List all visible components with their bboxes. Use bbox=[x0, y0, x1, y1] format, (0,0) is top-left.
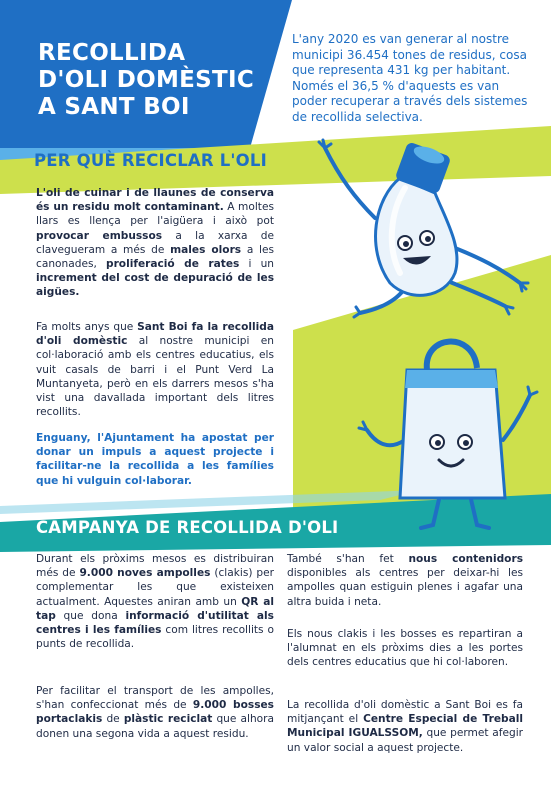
title-line-1: RECOLLIDA bbox=[38, 40, 186, 66]
section2-title: CAMPANYA DE RECOLLIDA D'OLI bbox=[36, 518, 339, 537]
bottle-mascot-icon bbox=[305, 138, 545, 323]
text-run: A moltes llars es llença per l'aigüera i això pot bbox=[36, 201, 274, 228]
bold-text-run: nous contenidors bbox=[408, 553, 523, 565]
title-line-2: D'OLI DOMÈSTIC bbox=[38, 67, 255, 93]
section2-right-paragraph-2 bbox=[287, 627, 523, 670]
text-run: com litres recollits o punts de recollida. bbox=[36, 624, 274, 651]
title-line-3: A SANT BOI bbox=[38, 94, 190, 120]
text-run: Els nous clakis i les bosses es repartiran a l'alumnat en els pròxims dies a les portes dels centres educatius que hi col·laboren. bbox=[287, 628, 523, 669]
bold-text-run: QR al tap bbox=[36, 595, 274, 622]
section2-left-paragraph-2 bbox=[36, 684, 274, 741]
section2-left-paragraph-1 bbox=[36, 552, 274, 651]
section2-right-paragraph-3 bbox=[287, 698, 523, 755]
bold-text-run: provocar embussos bbox=[36, 229, 163, 242]
section1-paragraph-2 bbox=[36, 320, 274, 419]
text-run: També s'han fet bbox=[287, 553, 409, 565]
intro-text: L'any 2020 es van generar al nostre municipi 36.454 tones de residus, cosa que representa 431 kg per habitant. Només el 36,5 % d'aquests es van poder recuperar a través dels sistemes de recollida selectiva. bbox=[292, 32, 528, 124]
section2-right-paragraph-1 bbox=[287, 552, 523, 609]
text-run: a la xarxa de clavegueram a més de bbox=[36, 229, 274, 256]
page-title bbox=[38, 40, 268, 121]
text-run: que permet afegir un valor social a aquest projecte. bbox=[287, 727, 524, 754]
section1-paragraph-1 bbox=[36, 186, 274, 300]
bold-text-run: informació d'utilitat als centres i les famílies bbox=[36, 609, 274, 637]
text-run: i un bbox=[239, 258, 275, 271]
bold-text-run: Centre Especial de Treball Municipal IGUALSSOM, bbox=[287, 713, 523, 740]
bold-text-run: L'oli de cuinar i de llaunes de conserva és un residu molt contaminant. bbox=[36, 187, 274, 214]
text-run: que alhora donen una segona vida a aquest residu. bbox=[36, 713, 275, 740]
bag-mascot-icon bbox=[355, 330, 545, 540]
bold-text-run: 9.000 noves ampolles bbox=[79, 567, 211, 580]
bold-text-run: plàstic reciclat bbox=[123, 713, 213, 726]
text-run: disponibles als centres per deixar-hi les ampolles quan estiguin plenes i agafar una altra buida i neta. bbox=[287, 567, 523, 608]
text-run: Fa molts anys que bbox=[36, 321, 138, 333]
text-run: que dona bbox=[55, 609, 126, 622]
bold-text-run: males olors bbox=[170, 243, 242, 256]
bold-text-run: Sant Boi fa la recollida d'oli domèstic bbox=[36, 321, 274, 348]
text-run: a les canonades, bbox=[36, 243, 274, 271]
text-run: Durant els pròxims mesos es distribuiran més de bbox=[36, 553, 274, 580]
bold-text-run: proliferació de rates bbox=[106, 258, 240, 271]
text-run: de bbox=[102, 713, 124, 726]
text-run: al nostre municipi en col·laboració amb els centres educatius, els vuit casals de barri i el Punt Verd La Muntanyeta, però en els darrers mesos s'ha vist una davallada important dels litres recollits. bbox=[36, 335, 275, 419]
text-run: La recollida d'oli domèstic a Sant Boi es fa mitjançant el bbox=[287, 699, 523, 726]
bold-text-run: 9.000 bosses portaclakis bbox=[36, 699, 274, 726]
text-run: (clakis) per complementar les que existeixen actualment. Aquestes aniran amb un bbox=[36, 567, 274, 608]
bold-text-run: increment del cost de depuració de les aigües. bbox=[36, 272, 274, 299]
text-run: Per facilitar el transport de les ampolles, s'han confeccionat més de bbox=[36, 685, 274, 712]
section1-paragraph-3: Enguany, l'Ajuntament ha apostat per donar un impuls a aquest projecte i facilitar-ne la recollida a les famílies que hi vulguin col·laborar. bbox=[36, 432, 274, 487]
section1-title: PER QUÈ RECICLAR L'OLI bbox=[34, 151, 267, 170]
